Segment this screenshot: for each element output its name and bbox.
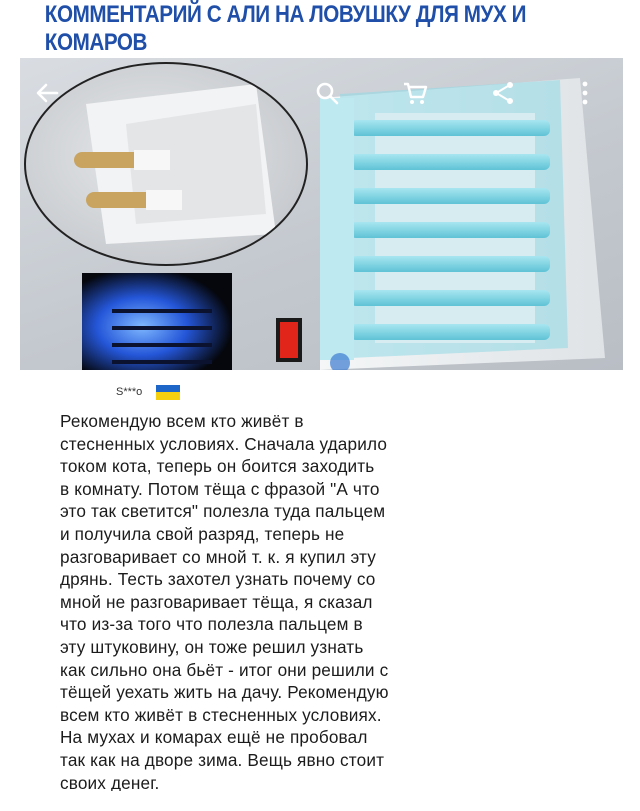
more-vertical-icon[interactable]: [568, 76, 602, 110]
search-icon[interactable]: [310, 76, 344, 110]
app-screenshot: [20, 58, 623, 791]
arrow-left-icon[interactable]: [30, 76, 64, 110]
review-username: S***o: [116, 386, 143, 398]
blue-glow-illustration: [82, 273, 232, 370]
post-headline: КОММЕНТАРИЙ С АЛИ НА ЛОВУШКУ ДЛЯ МУХ И КОМАРОВ: [44, 1, 526, 56]
cart-icon[interactable]: [398, 76, 432, 110]
app-toolbar: [20, 58, 623, 128]
review-author-row: [116, 382, 180, 402]
ukraine-flag-icon: [156, 385, 180, 400]
glowing-light-inset: [82, 273, 232, 370]
share-icon[interactable]: [486, 76, 520, 110]
review-text: Рекомендую всем кто живёт в стесненных условиях. Сначала ударило током кота, теперь он боится заходить в комнату. Потом тёща с фразой "А что это так светится" полезла туда пальцем и получила свой разряд, теперь не разговаривает со мной т. к. я купил эту дрянь. Тесть захотел узнать почему со мной не разговаривает тёща, я сказал что из-за того что полезла пальцем в эту штуковину, он тоже решил узнать как сильно она бьёт - итог они решили с тёщей уехать жить на дачу. Рекомендую всем кто живёт в стесненных условиях. На мухах и комарах ещё не пробовал так как на дворе зима. Вещь явно стоит своих денег.: [60, 411, 389, 791]
review-card: [20, 370, 623, 791]
product-photo[interactable]: [20, 58, 623, 370]
